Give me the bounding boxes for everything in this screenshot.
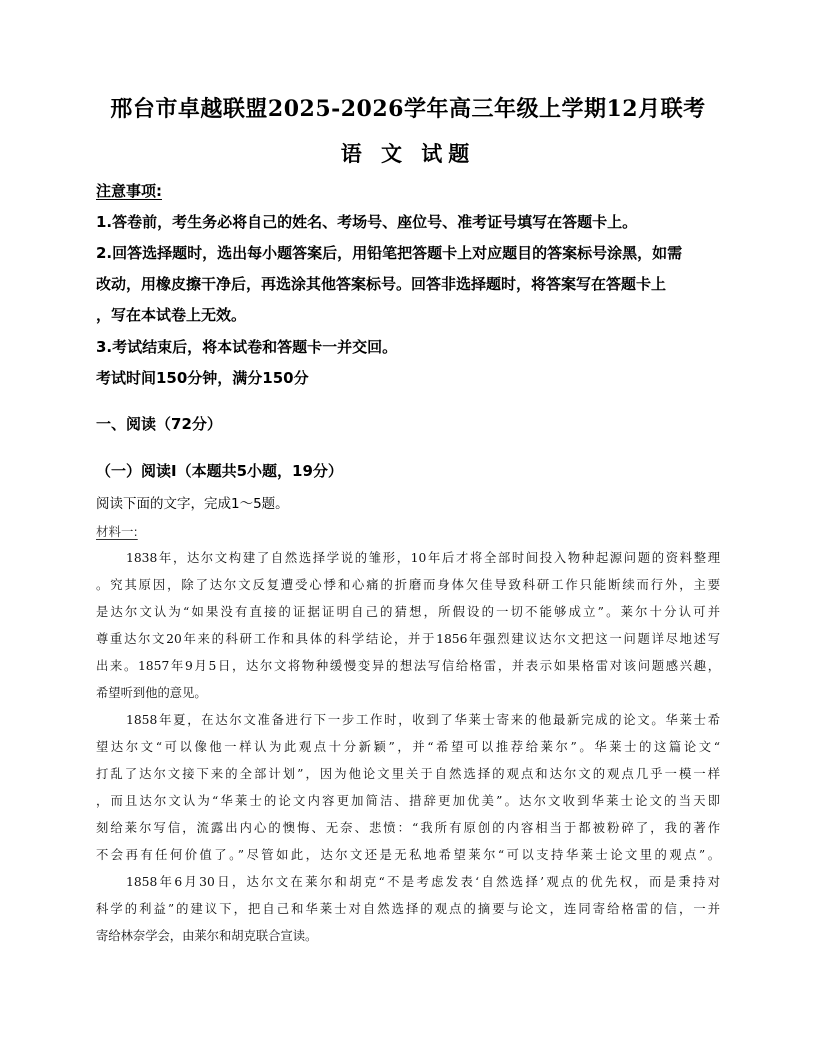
notice-heading: 注意事项: — [96, 182, 162, 200]
exam-title: 邢台市卓越联盟2025-2026学年高三年级上学期12月联考 — [110, 96, 706, 122]
passage-line: 出来。1857年9月5日，达尔文将物种缓慢变异的想法写信给格雷，并表示如果格雷对该问题感兴趣， — [96, 659, 720, 673]
notice-item-3: 3.考试结束后，将本试卷和答题卡一并交回。 — [96, 338, 398, 356]
notice-item-1: 1.答卷前，考生务必将自己的姓名、考场号、座位号、准考证号填写在答题卡上。 — [96, 213, 638, 231]
passage-line: 打乱了达尔文接下来的全部计划”，因为他论文里关于自然选择的观点和达尔文的观点几乎一模一样 — [96, 767, 720, 781]
passage-line: 寄给林奈学会，由莱尔和胡克联合宣读。 — [96, 929, 318, 943]
passage-line: 望达尔文“可以像他一样认为此观点十分新颖”，并“希望可以推荐给莱尔”。华莱士的这篇论文“ — [96, 740, 720, 754]
passage-line: 尊重达尔文20年来的科研工作和具体的科学结论，并于1856年强烈建议达尔文把这一问题详尽地述写 — [96, 632, 720, 646]
subsection-heading: （一）阅读I（本题共5小题，19分） — [96, 462, 343, 480]
notice-item-2: 2.回答选择题时，选出每小题答案后，用铅笔把答题卡上对应题目的答案标号涂黑，如需 — [96, 244, 683, 262]
passage-line: 。究其原因，除了达尔文反复遭受心悸和心痛的折磨而身体欠佳导致科研工作只能断续而行外，主要 — [96, 578, 720, 592]
notice-item-2-cont: 改动，用橡皮擦干净后，再选涂其他答案标号。回答非选择题时，将答案写在答题卡上 — [96, 275, 667, 293]
passage-line: 希望听到他的意见。 — [96, 686, 207, 700]
material-label: 材料一: — [96, 524, 138, 539]
passage-line: 是达尔文认为“如果没有直接的证据证明自己的猜想，所假设的一切不能够成立”。莱尔十分认可并 — [96, 605, 720, 619]
section-heading: 一、阅读（72分） — [96, 415, 222, 433]
passage-line: ，而且达尔文认为“华莱士的论文内容更加简洁、措辞更加优美”。达尔文收到华莱士论文的当天即 — [96, 794, 720, 808]
passage-line: 不会再有任何价值了。”尽管如此，达尔文还是无私地希望莱尔“可以支持华莱士论文里的观点”。 — [96, 848, 720, 862]
passage-line: 科学的利益”的建议下，把自己和华莱士对自然选择的观点的摘要与论文，连同寄给格雷的信，一并 — [96, 902, 720, 916]
passage-line: 1838年，达尔文构建了自然选择学说的雏形，10年后才将全部时间投入物种起源问题的资料整理 — [126, 551, 720, 565]
notice-item-2-end: ，写在本试卷上无效。 — [96, 306, 247, 324]
exam-subtitle: 语 文 试题 — [340, 141, 476, 166]
passage-line: 1858年夏，在达尔文准备进行下一步工作时，收到了华莱士寄来的他最新完成的论文。华莱士希 — [126, 713, 720, 727]
passage-line: 1858年6月30日，达尔文在莱尔和胡克“不是考虑发表‘自然选择’观点的优先权，而是秉持对 — [126, 875, 720, 889]
passage-line: 刻给莱尔写信，流露出内心的懊悔、无奈、悲愤：“我所有原创的内容相当于都被粉碎了，我的著作 — [96, 821, 720, 835]
reading-instruction: 阅读下面的文字，完成1～5题。 — [96, 496, 289, 512]
exam-time-score: 考试时间150分钟，满分150分 — [96, 369, 309, 387]
